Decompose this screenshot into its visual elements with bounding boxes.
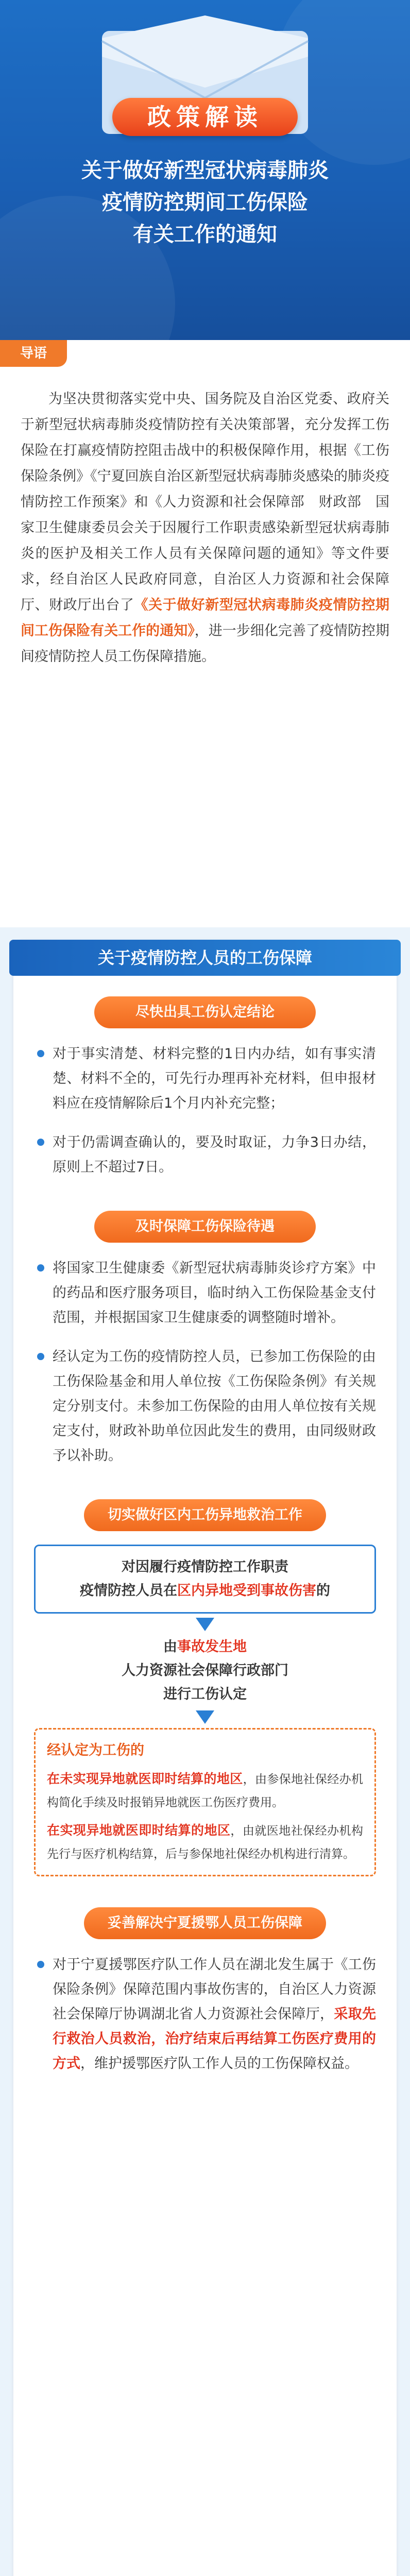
flow-step: [13, 1635, 397, 1706]
subheading: 尽快出具工伤认定结论: [94, 996, 316, 1028]
intro-paragraph: [21, 386, 389, 670]
title-line: 疫情防控期间工伤保险: [102, 191, 308, 214]
page-title: [10, 155, 400, 250]
flow-text: 由: [163, 1639, 177, 1655]
payment-item: [47, 1768, 363, 1814]
title-line: 关于做好新型冠状病毒肺炎: [81, 159, 329, 182]
intro-section: [0, 340, 410, 927]
section-heading: 关于疫情防控人员的工伤保障: [9, 940, 401, 976]
flow-text: 对因履行疫情防控工作职责: [122, 1559, 288, 1575]
flow-highlight: 区内异地受到事故伤害: [177, 1583, 316, 1599]
subheading: 切实做好区内工伤异地救治工作: [84, 1499, 326, 1531]
flow-line: 人力资源社会保障行政部门: [122, 1663, 288, 1679]
list-text: ，维护援鄂医疗队工作人员的工伤保障权益。: [80, 2056, 358, 2072]
payment-title: 经认定为工伤的: [47, 1742, 144, 1758]
policy-interpretation-badge: 政策解读: [112, 98, 298, 136]
payment-text: ，由参保地社保经办机构简化手续及时报销异地就医工伤医疗费用。: [47, 1773, 363, 1809]
flow-line: 进行工伤认定: [163, 1686, 247, 1702]
flow-text: 的: [316, 1583, 330, 1599]
payment-item: [47, 1819, 363, 1866]
intro-text-part: 为坚决贯彻落实党中央、国务院及自治区党委、政府关于新型冠状病毒肺炎疫情防控有关决策部署，充分发挥工伤保险在打赢疫情防控阻击战中的积极保障作用，根据《工伤保险条例》《宁夏回族自治区新型冠状病毒肺炎感染的肺炎疫情防控工作预案》和《人力资源和社会保障部 财政部 国家卫生健康委员会关于因履行工作职责感染新型冠状病毒肺炎的医护及相关工作人员有关保障问题的通知》等文件要求，经自治区人民政府同意，自治区人力资源和社会保障厅、财政厅出台了: [21, 391, 389, 613]
subheading: 及时保障工伤保险待遇: [94, 1211, 316, 1243]
payment-box: [34, 1728, 376, 1876]
banner-header: [0, 0, 410, 340]
intro-text-part: ，进一步细化完善了疫情防控期间疫情防控人员工伤保障措施。: [21, 623, 389, 665]
payment-text: ，由就医地社保经办机构先行与医疗机构结算，后与参保地社保经办机构进行清算。: [47, 1824, 363, 1861]
list-item: 对于事实清楚、材料完整的1日内办结，如有事实清楚、材料不全的，可先行办理再补充材料，但申报材料应在疫情解除后1个月内补充完整；: [34, 1042, 376, 1116]
list-item: [34, 1953, 376, 2076]
list-text: 对于宁夏援鄂医疗队工作人员在湖北发生属于《工伤保险条例》保障范围内事故伤害的，自治区人力资源社会保障厅协调湖北省人力资源社会保障厅，: [53, 1957, 376, 2022]
intro-highlight: 《关于做好新型冠状病毒肺炎疫情防控期间工伤保险有关工作的通知》: [21, 597, 390, 639]
flow-text: 疫情防控人员在: [80, 1583, 177, 1599]
guide-tag: 导语: [0, 340, 67, 367]
list-item: 经认定为工伤的疫情防控人员，已参加工伤保险的由工伤保险基金和用人单位按《工伤保险条例》有关规定分别支付。未参加工伤保险的由用人单位按有关规定支付，财政补助单位因此发生的费用，由同级财政予以补助。: [34, 1345, 376, 1468]
list-highlight: 采取先行救治人员救治，治疗结束后再结算工伤医疗费用的方式: [53, 2006, 377, 2072]
arrow-down-icon: [196, 1710, 214, 1724]
list-item: 对于仍需调查确认的，要及时取证，力争3日办结，原则上不超过7日。: [34, 1130, 376, 1180]
section-prevention-staff: [13, 940, 397, 2576]
title-line: 有关工作的通知: [133, 223, 277, 246]
payment-highlight: 在实现异地就医即时结算的地区: [47, 1823, 231, 1838]
list-item: 将国家卫生健康委《新型冠状病毒肺炎诊疗方案》中的药品和医疗服务项目，临时纳入工伤保险基金支付范围，并根据国家卫生健康委的调整随时增补。: [34, 1256, 376, 1330]
flow-highlight: 事故发生地: [177, 1639, 247, 1655]
flow-box: [34, 1545, 376, 1614]
arrow-down-icon: [196, 1618, 214, 1631]
subheading: 妥善解决宁夏援鄂人员工伤保障: [84, 1907, 326, 1939]
payment-highlight: 在未实现异地就医即时结算的地区: [47, 1771, 243, 1786]
flow-line: [13, 1635, 397, 1659]
flow-text-line: [45, 1579, 365, 1603]
